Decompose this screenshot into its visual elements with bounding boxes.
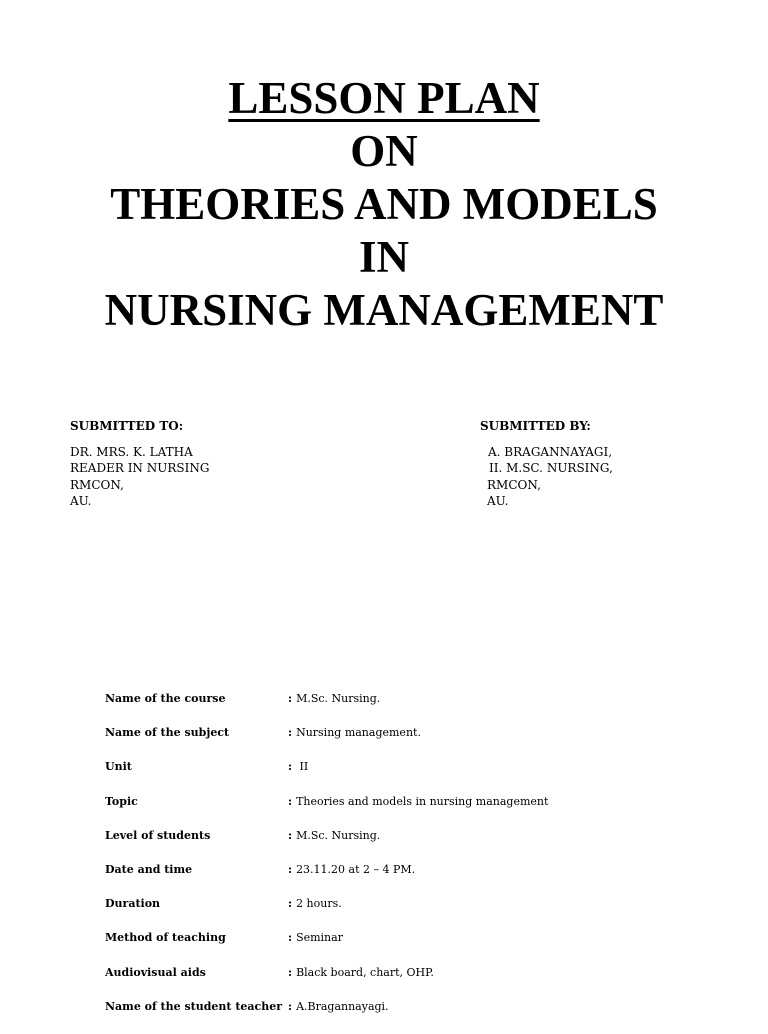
submitted-by-heading: SUBMITTED BY: [480, 419, 591, 433]
submitted-to-heading: SUBMITTED TO: [70, 419, 184, 433]
title-line-on: ON [350, 126, 418, 176]
submitted-by-line: A. BRAGANNAYAGI, [488, 444, 613, 459]
submitted-to-block [70, 418, 209, 510]
detail-value [288, 726, 421, 739]
detail-value-text: 23.11.20 at 2 – 4 PM. [296, 862, 416, 876]
detail-row [105, 1000, 705, 1034]
detail-value [288, 1000, 389, 1013]
detail-value [288, 897, 342, 910]
detail-row [105, 829, 705, 863]
detail-row [105, 795, 705, 829]
detail-row [105, 966, 705, 1000]
detail-value [288, 931, 343, 944]
detail-colon: : [288, 828, 293, 842]
detail-value-text: A.Bragannayagi. [296, 999, 389, 1013]
detail-colon: : [288, 760, 293, 774]
detail-colon: : [288, 794, 293, 808]
detail-row [105, 931, 705, 965]
submitted-by-line: II. M.SC. NURSING, [489, 461, 613, 475]
detail-value [288, 795, 548, 808]
document-title [0, 72, 768, 337]
title-line-lesson-plan: LESSON PLAN [228, 73, 540, 123]
lesson-details [105, 692, 705, 1034]
detail-value-text: M.Sc. Nursing. [296, 692, 381, 705]
submitted-by-block [480, 418, 613, 510]
detail-value-text: Theories and models in nursing management [296, 794, 549, 808]
submitted-to-line: RMCON, [70, 477, 124, 492]
detail-row [105, 692, 705, 726]
detail-label: Unit [105, 760, 132, 774]
detail-label: Duration [105, 897, 161, 911]
detail-value [288, 966, 434, 979]
detail-value [288, 692, 380, 705]
detail-label: Audiovisual aids [105, 965, 206, 979]
detail-value-text: Nursing management. [296, 726, 421, 740]
detail-label: Name of the student teacher [105, 999, 283, 1013]
detail-value [288, 829, 380, 842]
detail-value-text: M.Sc. Nursing. [296, 828, 381, 842]
detail-label: Method of teaching [105, 931, 226, 945]
detail-colon: : [288, 862, 293, 876]
detail-row [105, 897, 705, 931]
detail-label: Name of the subject [105, 726, 230, 740]
detail-value [288, 760, 308, 773]
submitted-to-line: AU. [70, 494, 92, 508]
detail-value-text: 2 hours. [296, 897, 342, 911]
title-line-nursing-management: NURSING MANAGEMENT [104, 285, 664, 335]
detail-colon: : [288, 999, 293, 1013]
detail-colon: : [288, 897, 293, 911]
detail-row [105, 726, 705, 760]
submitted-to-line: DR. MRS. K. LATHA [70, 444, 193, 459]
detail-value-text: Black board, chart, OHP. [296, 965, 434, 979]
detail-colon: : [288, 726, 293, 740]
submitted-by-line: RMCON, [487, 477, 541, 492]
title-line-theories-and-models: THEORIES AND MODELS [110, 179, 658, 229]
detail-colon: : [288, 965, 293, 979]
detail-value [288, 863, 415, 876]
detail-label: Topic [105, 794, 138, 808]
detail-label: Name of the course [105, 692, 226, 705]
detail-value-text: II [296, 760, 309, 774]
submitted-by-line: AU. [487, 494, 509, 508]
title-line-in: IN [358, 232, 409, 282]
detail-row [105, 863, 705, 897]
detail-value-text: Seminar [296, 931, 343, 945]
detail-colon: : [288, 931, 293, 945]
detail-label: Date and time [105, 862, 193, 876]
detail-colon: : [288, 692, 293, 705]
detail-row [105, 760, 705, 794]
submitted-to-line: READER IN NURSING [70, 461, 210, 475]
detail-label: Level of students [105, 828, 211, 842]
